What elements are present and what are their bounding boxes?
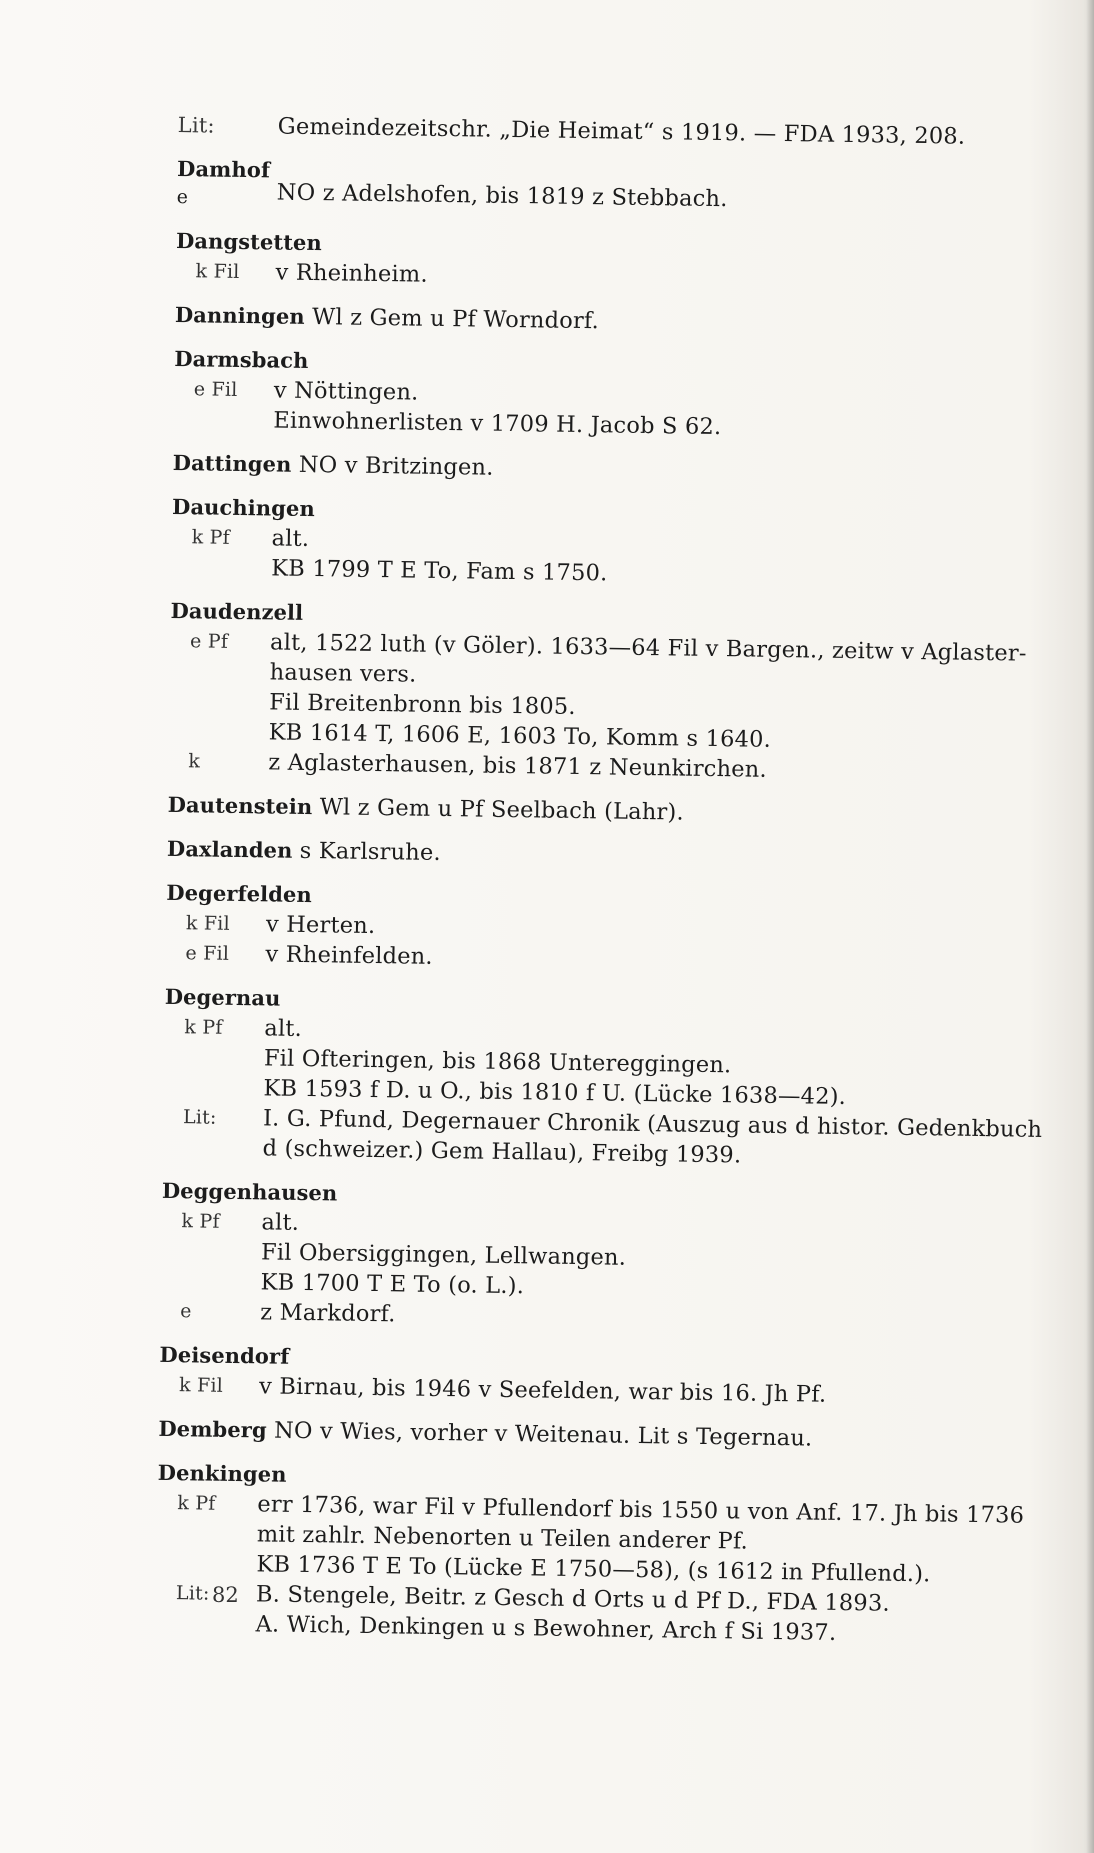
entry-row-label: e (180, 1300, 192, 1323)
entry-inline-text: Wl z Gem u Pf Seelbach (Lahr). (319, 794, 684, 826)
entry-degernau (162, 982, 1060, 1175)
entry-row-label (163, 1072, 263, 1103)
entry-row-text: alt. (271, 525, 310, 552)
entry-daudenzell (168, 596, 1066, 789)
entry-heading: Denkingen (157, 1459, 287, 1487)
entry-inline-text: Wl z Gem u Pf Worndorf. (311, 304, 600, 335)
page-edge-shadow (1086, 0, 1094, 1853)
entry-row-label: Lit: (182, 1106, 217, 1129)
entry-row-text: KB 1593 f D. u O., bis 1810 f U. (Lücke 1638—42). (263, 1075, 847, 1111)
lit-text: Gemeindezeitschr. „Die Heimat“ s 1919. — FDA 1933, 208. (277, 113, 966, 150)
entry-row-text: z Aglasterhausen, bis 1871 z Neunkirchen. (268, 749, 768, 783)
entry-row-label (156, 1548, 256, 1579)
entry-row-label (157, 1518, 257, 1549)
entry-darmsbach (173, 344, 1069, 447)
page-content (155, 110, 1073, 1665)
entry-heading: Deggenhausen (161, 1177, 338, 1206)
entry-row-text: alt. (261, 1209, 300, 1236)
entry-row-label: k Fil (178, 1374, 224, 1397)
entry-row-label (155, 1608, 255, 1639)
entry-row-label (164, 1042, 264, 1073)
entry-row-label: k (188, 750, 201, 773)
entry-deisendorf (159, 1340, 1055, 1413)
entry-inline-text: s Karlsruhe. (299, 837, 441, 866)
entry-row-text: Fil Ofteringen, bis 1868 Untereggingen. (263, 1045, 732, 1079)
entry-heading: Danningen (174, 301, 305, 329)
page-number: 82 (212, 1583, 239, 1607)
entry-row-text: v Nöttingen. (273, 377, 419, 406)
entry-row-label: k Pf (191, 526, 230, 549)
entry-row-label (161, 1236, 261, 1267)
entry-row-text: z Markdorf. (259, 1299, 396, 1328)
entry-row-label: k Pf (181, 1210, 220, 1233)
entry-heading: Degernau (164, 983, 281, 1011)
entry-row-label (169, 656, 269, 687)
entry-demberg (158, 1414, 1053, 1457)
entry-row-label (160, 1266, 260, 1297)
entry-denkingen (155, 1458, 1053, 1651)
lit-label: Lit: (177, 112, 215, 138)
entry-row-text: v Birnau, bis 1946 v Seefelden, war bis 16. Jh Pf. (258, 1373, 827, 1408)
entry-row-label: e (176, 185, 189, 209)
entry-row-text: KB 1736 T E To (Lücke E 1750—58), (s 1612 in Pfullend.). (256, 1551, 931, 1588)
entry-row-text: hausen vers. (269, 659, 417, 688)
entry-heading: Dauchingen (171, 493, 315, 522)
entry-damhof (176, 154, 1072, 225)
entry-row-text: I. G. Pfund, Degernauer Chronik (Auszug aus d histor. Gedenkbuch (262, 1105, 1043, 1143)
entry-inline-text: NO v Britzingen. (298, 451, 494, 481)
entry-row-text: B. Stengele, Beitr. z Gesch d Orts u d Pf D., FDA 1893. (255, 1581, 890, 1617)
entry-row-label (171, 552, 271, 583)
entry-row-text: Fil Obersiggingen, Lellwangen. (260, 1239, 627, 1271)
entry-row-text: v Herten. (265, 911, 376, 940)
entry-row-label (169, 716, 269, 747)
entry-heading: Demberg (158, 1415, 267, 1443)
entry-row-text: v Rheinheim. (275, 259, 428, 288)
entry-row-text: v Rheinfelden. (265, 941, 433, 970)
entry-row-label (173, 404, 273, 435)
entry-dautenstein (167, 790, 1062, 833)
entry-heading: Deisendorf (159, 1341, 290, 1369)
entry-row-label: e Pf (189, 630, 229, 653)
entry-degerfelden (165, 878, 1061, 981)
entry-row-text: alt, 1522 luth (v Göler). 1633—64 Fil v Bargen., zeitw v Aglaster- (269, 629, 1027, 667)
entry-row-text: err 1736, war Fil v Pfullendorf bis 1550 u von Anf. 17. Jh bis 1736 (257, 1491, 1025, 1529)
entry-heading: Dangstetten (175, 227, 323, 256)
entry-row-text: KB 1700 T E To (o. L.). (260, 1269, 525, 1300)
entry-dattingen (173, 448, 1068, 491)
entry-daxlanden (167, 834, 1062, 877)
entry-row-label: k Pf (177, 1492, 216, 1515)
entry-row-text: KB 1614 T, 1606 E, 1603 To, Komm s 1640. (268, 719, 772, 753)
entry-dauchingen (171, 492, 1067, 595)
header-literature-line (178, 110, 1073, 153)
entry-row-label: k Pf (184, 1016, 223, 1039)
entry-row-label (162, 1132, 262, 1163)
entry-row-text: A. Wich, Denkingen u s Bewohner, Arch f Si 1937. (255, 1611, 837, 1646)
entry-row-text: Einwohnerlisten v 1709 H. Jacob S 62. (273, 407, 722, 441)
entry-row-text: Fil Breitenbronn bis 1805. (269, 689, 576, 720)
entry-heading: Daudenzell (170, 597, 304, 625)
entry-row-label: e Fil (185, 942, 230, 965)
entry-dangstetten (175, 226, 1071, 299)
entry-heading: Damhof (176, 155, 271, 183)
entry-row-label: Lit: (175, 1582, 210, 1605)
entry-row-text: mit zahlr. Nebenorten u Teilen anderer Pf. (256, 1521, 749, 1555)
entry-row-label: e Fil (193, 378, 238, 401)
entry-row-text: d (schweizer.) Gem Hallau), Freibg 1939. (262, 1135, 742, 1169)
entry-row-text: NO z Adelshofen, bis 1819 z Stebbach. (276, 179, 728, 213)
entry-heading: Daxlanden (166, 835, 293, 863)
entry-deggenhausen (160, 1176, 1057, 1339)
entry-danningen (175, 300, 1070, 343)
entry-row-label (169, 686, 269, 717)
entry-heading: Darmsbach (174, 345, 309, 373)
entry-row-label: k Fil (185, 912, 230, 935)
entry-row-label: k Fil (195, 260, 240, 283)
entry-row-text: KB 1799 T E To, Fam s 1750. (271, 555, 608, 587)
entry-heading: Dattingen (172, 449, 292, 477)
entry-inline-text: NO v Wies, vorher v Weitenau. Lit s Tegernau. (273, 1417, 813, 1452)
entry-heading: Dautenstein (167, 791, 313, 820)
entry-row-text: alt. (264, 1015, 303, 1042)
entry-heading: Degerfelden (166, 879, 313, 908)
